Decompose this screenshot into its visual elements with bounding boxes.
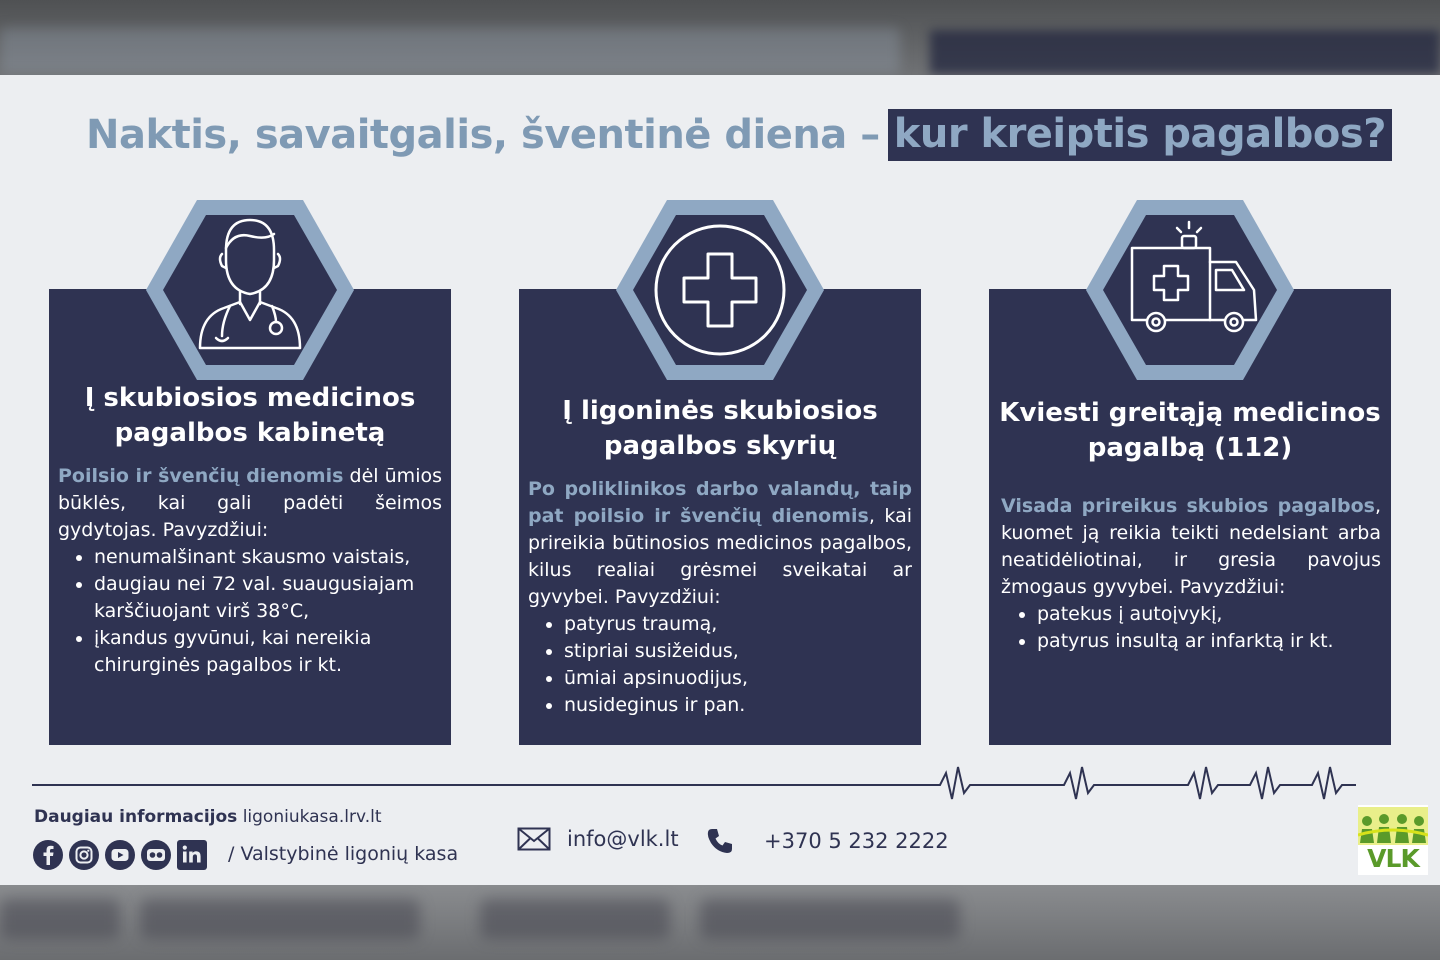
panel-lead-accent: Visada prireikus skubios pagalbos	[1001, 495, 1375, 517]
panel-lead-text: , kai prireikia būtinosios medicinos pagalbos, kilus realiai grėsmei sveikatai ar gyvybei. Pavyzdžiui:	[528, 505, 912, 608]
blurred-background-top	[0, 0, 1440, 75]
panel-body	[1001, 493, 1381, 655]
list-item: daugiau nei 72 val. suaugusiajam karščiuojant virš 38°C,	[58, 571, 442, 625]
list-item: patyrus traumą,	[528, 611, 912, 638]
list-item: nenumalšinant skausmo vaistais,	[58, 544, 442, 571]
panel-bullets	[58, 544, 442, 679]
youtube-icon[interactable]	[104, 839, 136, 871]
website-link[interactable]: ligoniukasa.lrv.lt	[242, 807, 382, 827]
panel-lead	[58, 463, 442, 544]
panel-title-line: Į ligoninės skubiosios	[562, 396, 878, 426]
panel-title	[519, 394, 921, 464]
list-item: stipriai susižeidus,	[528, 638, 912, 665]
blurred-ghost-text	[0, 28, 900, 74]
blurred-ghost-4	[700, 899, 960, 939]
logo-text: VLK	[1367, 844, 1419, 873]
panel-lead-accent: Po poliklinikos darbo valandų, taip pat poilsio ir švenčių dienomis	[528, 478, 912, 527]
blurred-ghost-highlight	[930, 30, 1440, 74]
phone-contact[interactable]	[706, 827, 949, 855]
panel-lead-text: , kuomet ją reikia teikti nedelsiant arba neatidėliotinai, ir gresia pavojus žmogaus gyvybei. Pavyzdžiui:	[1001, 495, 1381, 598]
phone-icon	[706, 827, 734, 855]
logo-figures-icon	[1358, 807, 1428, 847]
panel-lead	[528, 476, 912, 611]
phone-text: +370 5 232 2222	[764, 829, 949, 853]
panel-title-line: pagalbos kabinetą	[114, 418, 386, 448]
more-info-label: Daugiau informacijos	[34, 807, 238, 827]
panel-lead	[1001, 493, 1381, 601]
instagram-icon[interactable]	[68, 839, 100, 871]
list-item: patekus į autoįvykį,	[1001, 601, 1381, 628]
email-text: info@vlk.lt	[567, 827, 679, 851]
panel-lead-text: dėl ūmios būklės, kai gali padėti šeimos gydytojas. Pavyzdžiui:	[58, 465, 442, 541]
blurred-ghost-1	[0, 899, 120, 939]
blurred-ghost-2	[140, 899, 420, 939]
organization-name: / Valstybinė ligonių kasa	[228, 843, 459, 865]
email-contact[interactable]	[517, 827, 679, 851]
more-info	[34, 807, 382, 827]
envelope-icon	[517, 827, 551, 851]
panel-title-line: pagalbos skyrių	[603, 431, 837, 461]
vlk-logo	[1358, 805, 1428, 875]
doctor-icon	[144, 198, 356, 382]
list-item: ūmiai apsinuodijus,	[528, 665, 912, 692]
ambulance-icon	[1084, 198, 1296, 382]
panel-body	[528, 476, 912, 719]
panel-bullets	[528, 611, 912, 719]
blurred-ghost-3	[480, 899, 670, 939]
medical-cross-icon	[614, 198, 826, 382]
infographic-card	[0, 75, 1440, 885]
flickr-icon[interactable]	[140, 839, 172, 871]
panel-bullets	[1001, 601, 1381, 655]
social-links	[32, 839, 208, 871]
panel-title-line: Kviesti greitąją medicinos	[999, 398, 1381, 428]
title-main: Naktis, savaitgalis, šventinė diena –	[86, 112, 880, 158]
panel-body	[58, 463, 442, 679]
linkedin-icon[interactable]	[176, 839, 208, 871]
panel-title-line: pagalbą (112)	[1087, 433, 1293, 463]
title-highlight: kur kreiptis pagalbos?	[888, 109, 1392, 161]
blurred-background-bottom	[0, 885, 1440, 960]
page-title	[86, 107, 1392, 163]
panel-title	[989, 396, 1391, 466]
panel-title-line: Į skubiosios medicinos	[84, 383, 416, 413]
list-item: patyrus insultą ar infarktą ir kt.	[1001, 628, 1381, 655]
panel-title	[49, 381, 451, 451]
list-item: nusideginus ir pan.	[528, 692, 912, 719]
panel-lead-accent: Poilsio ir švenčių dienomis	[58, 465, 344, 487]
facebook-icon[interactable]	[32, 839, 64, 871]
list-item: įkandus gyvūnui, kai nereikia chirurginės pagalbos ir kt.	[58, 625, 442, 679]
